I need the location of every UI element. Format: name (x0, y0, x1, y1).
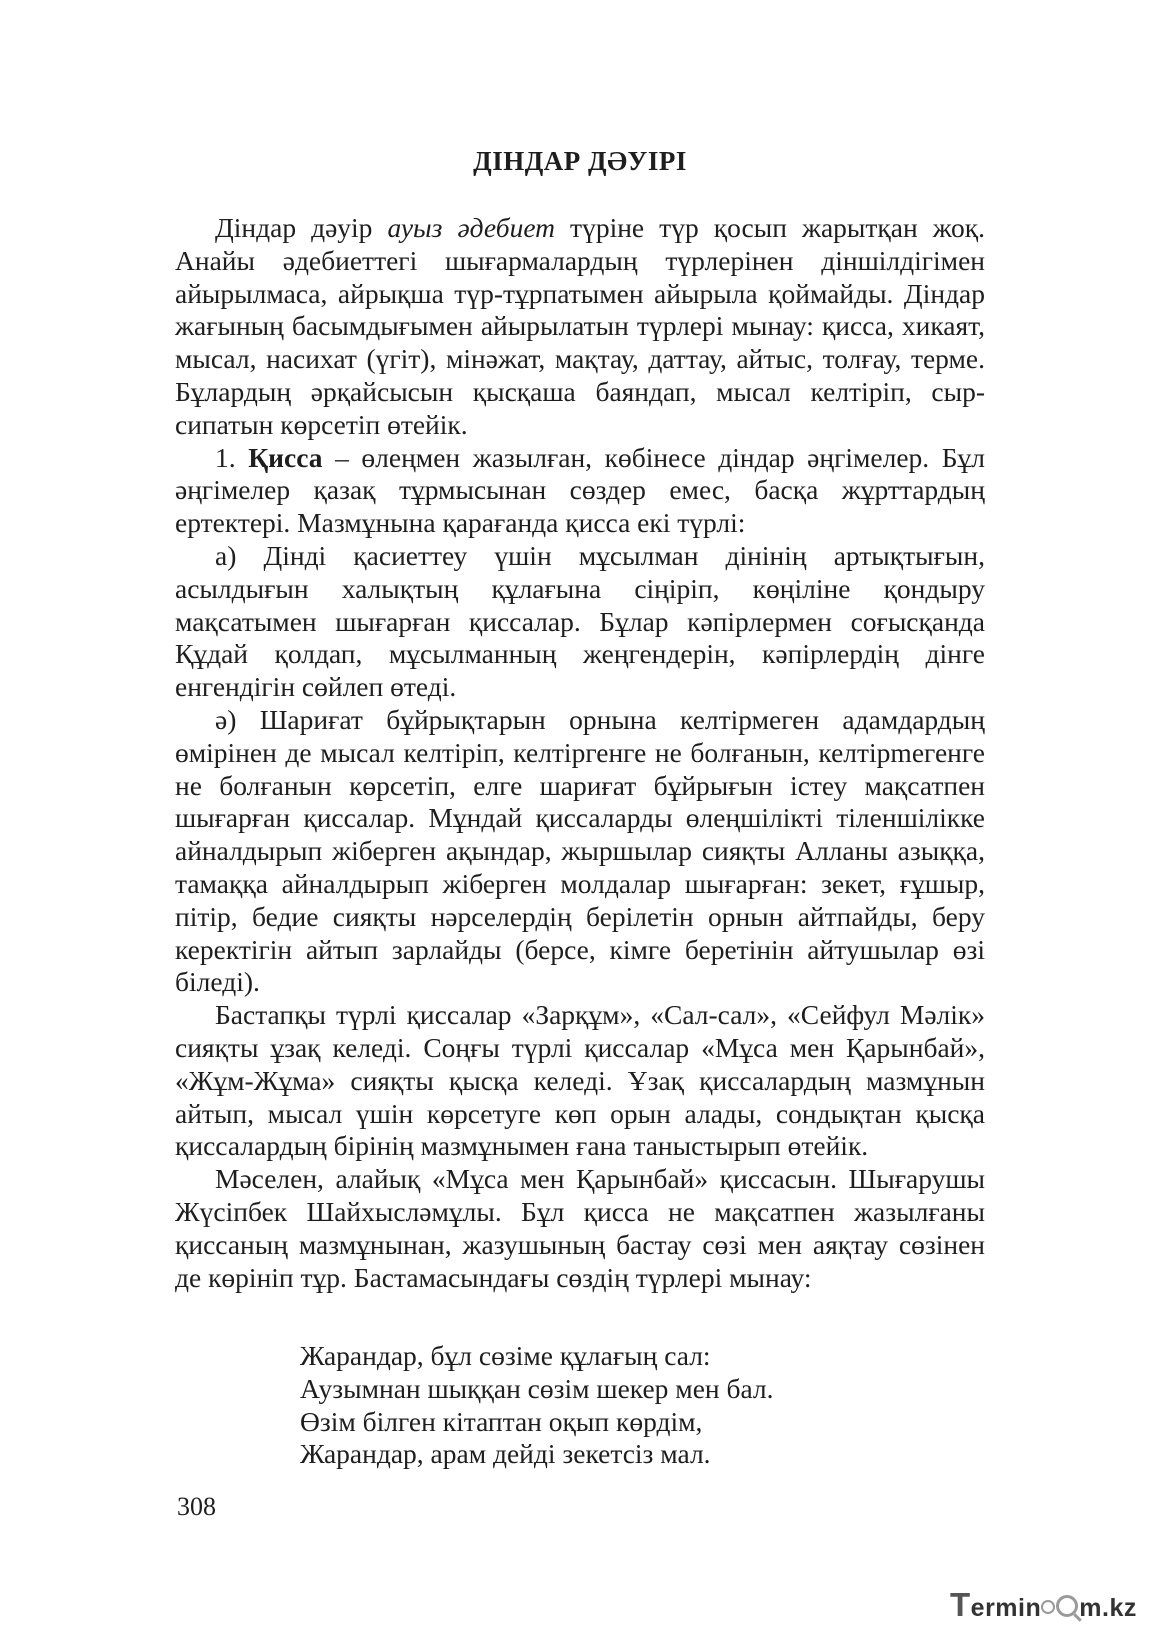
paragraph: ә) Шариғат бұйрықтарын орнына келтірмеген адамдардың өмірінен де мысал келтіріп, келтіргенге не болғанын, келтірmегенге не болғанын көрсетіп, елге шариғат бұйрығын істеу мақсатпен шығарған қиссалар. Мұндай қиссаларды өлеңшілікті тіленшілікке айналдырып жіберген ақындар, жыршылар сияқты Алланы азыққа, тамаққа айналдырып жіберген молдалар шығарған: зекет, ғұшыр, пітір, бедие сияқты нәрселердің берілетін орнын айтпайды, беру керектігін айтып зарлайды (берсе, кімге беретінін айтушылар өзі біледі). (175, 703, 985, 998)
circle-icon (1041, 1600, 1055, 1614)
poem-line: Жарандар, бұл сөзіме құлағың сал: (300, 1340, 711, 1371)
paragraph: Бастапқы түрлі қиссалар «Зарқұм», «Сал-сал», «Сейфул Мәлік» сияқты ұзақ келеді. Соңғы түрлі қиссалар «Мұса мен Қарынбай», «Жұм-Жұма» сияқты қысқа келеді. Ұзақ қиссалардың мазмұнын айтып, мысал үшін көрсетуге көп орын алады, сондықтан қысқа қиссалардың бірінің мазмұнымен ғана таныстырып өтейік. (175, 999, 985, 1162)
paragraph: Мәселен, алайық «Мұса мен Қарынбай» қиссасын. Шығарушы Жүсіпбек Шайхысләмұлы. Бұл қисса не мақсатпен жазылғаны қиссаның мазмұнынан, жазушының бастау сөзі мен аяқтау сөзінен де көрініп тұр. Бастамасындағы сөздің түрлері мынау: (175, 1163, 985, 1293)
bold-term: Қисса (248, 441, 323, 473)
chapter-title: ДІНДАР ДӘУІРІ (473, 146, 687, 176)
magnifier-icon (1056, 1595, 1078, 1617)
italic-term: ауыз әдебиет (387, 212, 556, 243)
page-number: 308 (177, 1492, 216, 1521)
poem-line: Аузымнан шыққан сөзім шекер мен бал. (300, 1372, 774, 1404)
paragraph: Діндар дәуір ауыз әдебиет түріне түр қосып жарытқан жоқ. Анайы әдебиеттегі шығармалардың түрлерінен діншілдігімен айырылмаса, айрықша түр-тұрпатымен айырыла қоймайды. Діндар жағының басымдығымен айырылатын түрлері мынау: қисса, хикаят, мысал, насихат (үгіт), мінәжат, мақтау, даттау, айтыс, толғау, терме. Бұлардың әрқайсысын қысқаша баяндап, мысал келтіріп, сыр-сипатын көрсетіп өтейік. (175, 212, 986, 440)
poem-line: Жарандар, арам дейді зекетсіз мал. (300, 1438, 711, 1470)
paragraph: 1. Қисса – өлеңмен жазылған, көбінесе діндар әңгімелер. Бұл әңгімелер қазақ тұрмысынан сөздер емес, басқа жұрттардың ертектері. Мазмұнына қарағанда қисса екі түрлі: (175, 441, 985, 539)
watermark-logo: Termin m.kz (950, 1586, 1137, 1623)
body-text (175, 212, 985, 1294)
poem-line: Өзім білген кітаптан оқып көрдім, (300, 1405, 703, 1437)
paragraph: а) Дінді қасиеттеу үшін мұсылман дінінің артықтығын, асылдығын халықтың құлағына сіңіріп, көңіліне қондыру мақсатымен шығарған қиссалар. Бұлар кәпірлермен соғысқанда Құдай қолдап, мұсылманның жеңгендерін, кәпірлердің дінге енгендігін сөйлеп өтеді. (175, 539, 985, 703)
poem (300, 1340, 774, 1471)
